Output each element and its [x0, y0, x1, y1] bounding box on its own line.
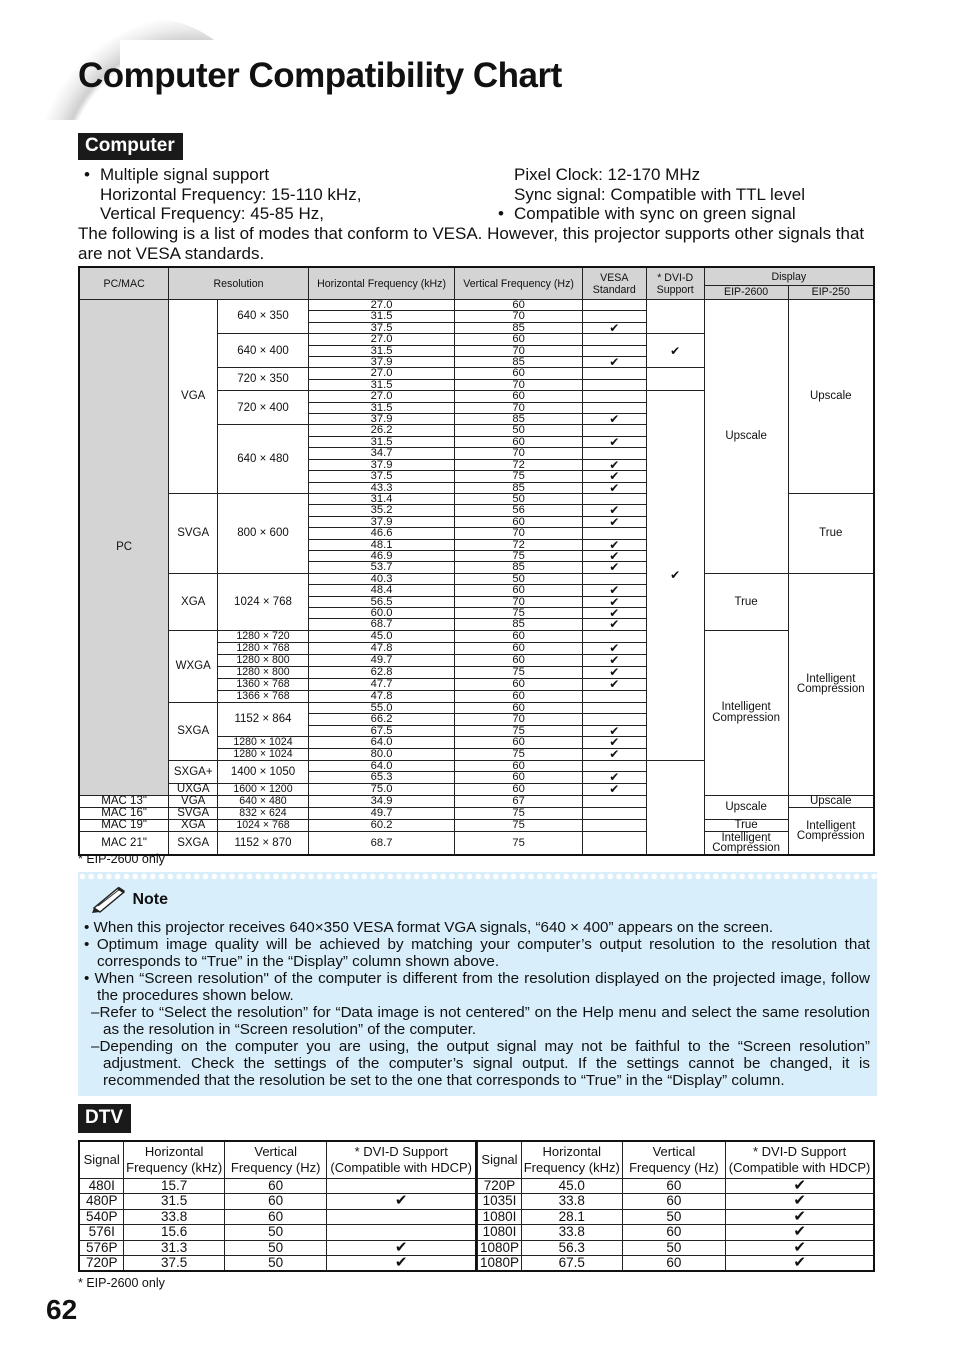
- display-eip2600-cell: Upscale: [704, 300, 788, 574]
- vfreq-cell: 85: [455, 482, 583, 493]
- vfreq-cell: 60: [455, 678, 583, 690]
- hfreq-cell: 49.7: [308, 654, 454, 666]
- signal-cell: 1035I: [478, 1194, 522, 1209]
- resolution-cell: 1400 × 1050: [218, 761, 309, 784]
- group-xga: XGA: [169, 819, 218, 831]
- hfreq-cell: 66.2: [308, 714, 454, 725]
- header-dvid: * DVI-D Support (Compatible with HDCP): [327, 1141, 476, 1179]
- vfreq-cell: 60: [455, 654, 583, 666]
- resolution-cell: 1024 × 768: [218, 573, 309, 630]
- hfreq-cell: 31.5: [124, 1194, 225, 1209]
- resolution-cell: 1360 × 768: [218, 678, 309, 690]
- dtv-footnote: * EIP-2600 only: [78, 1276, 165, 1290]
- vesa-cell: ✔: [582, 607, 646, 618]
- hfreq-cell: 49.7: [308, 807, 454, 819]
- vfreq-cell: 60: [455, 630, 583, 642]
- vfreq-cell: 60: [455, 690, 583, 702]
- vesa-cell: ✔: [582, 596, 646, 607]
- hfreq-cell: 68.7: [308, 619, 454, 630]
- table-row: [79, 1179, 476, 1194]
- display-eip2600-cell: Intelligent Compression: [704, 831, 788, 855]
- resolution-cell: 1280 × 800: [218, 666, 309, 678]
- dvid-cell: ✔: [726, 1209, 874, 1224]
- vfreq-cell: 56: [455, 505, 583, 516]
- feature-line: • Compatible with sync on green signal: [498, 204, 796, 223]
- vesa-cell: [582, 334, 646, 345]
- hfreq-cell: 48.4: [308, 585, 454, 596]
- hfreq-cell: 27.0: [308, 334, 454, 345]
- hfreq-cell: 75.0: [308, 783, 454, 795]
- note-body: [84, 919, 870, 1089]
- vesa-cell: ✔: [582, 654, 646, 666]
- dvid-cell: [327, 1225, 476, 1240]
- intro-paragraph: The following is a list of modes that conform to VESA. However, this projector supports other signals that are not VESA standards.: [78, 224, 865, 263]
- hfreq-cell: 34.7: [308, 448, 454, 459]
- resolution-cell: 640 × 400: [218, 334, 309, 368]
- resolution-cell: 1600 × 1200: [218, 783, 309, 795]
- hfreq-cell: 67.5: [521, 1256, 622, 1272]
- vesa-cell: [582, 702, 646, 713]
- vesa-cell: ✔: [582, 783, 646, 795]
- signal-cell: 1080I: [478, 1209, 522, 1224]
- signal-cell: 576P: [79, 1240, 124, 1255]
- mac-label: MAC 16": [79, 807, 169, 819]
- note-item: • When “Screen resolution" of the computer is different from the resolution displayed on the projected image, follow the procedures shown below.: [84, 970, 870, 1004]
- hfreq-cell: 56.3: [521, 1240, 622, 1255]
- hfreq-cell: 47.8: [308, 690, 454, 702]
- vesa-cell: ✔: [582, 516, 646, 527]
- vfreq-cell: 50: [455, 493, 583, 504]
- header-hfreq: Horizontal Frequency (kHz): [124, 1141, 225, 1179]
- table-row: [478, 1240, 875, 1255]
- dvid-cell: [327, 1209, 476, 1224]
- vfreq-cell: 75: [455, 819, 583, 831]
- header-dvid: * DVI-D Support: [646, 267, 704, 300]
- hfreq-cell: 45.0: [521, 1179, 622, 1194]
- hfreq-cell: 40.3: [308, 573, 454, 584]
- table-header-row: [79, 1141, 476, 1179]
- feature-line: • Multiple signal support: [84, 165, 270, 184]
- feature-line: Horizontal Frequency: 15-110 kHz,: [100, 184, 362, 204]
- vfreq-cell: 60: [455, 702, 583, 713]
- vesa-cell: [582, 831, 646, 855]
- vesa-cell: ✔: [582, 562, 646, 573]
- vfreq-cell: 60: [455, 585, 583, 596]
- hfreq-cell: 27.0: [308, 300, 454, 311]
- group-svga: SVGA: [169, 493, 218, 573]
- hfreq-cell: 60.0: [308, 607, 454, 618]
- computer-compatibility-table: [78, 266, 875, 856]
- resolution-cell: 640 × 480: [218, 425, 309, 493]
- signal-cell: 576I: [79, 1225, 124, 1240]
- display-eip2600-cell: True: [704, 573, 788, 630]
- vesa-cell: [582, 819, 646, 831]
- table-row: [79, 819, 874, 831]
- table-header-row: [478, 1141, 875, 1179]
- vesa-cell: ✔: [582, 737, 646, 749]
- resolution-cell: 640 × 350: [218, 300, 309, 334]
- hfreq-cell: 37.9: [308, 357, 454, 368]
- table-row: [478, 1209, 875, 1224]
- vfreq-cell: 75: [455, 666, 583, 678]
- vfreq-cell: 75: [455, 550, 583, 561]
- hfreq-cell: 43.3: [308, 482, 454, 493]
- dvid-cell: [646, 761, 704, 856]
- pencil-icon: [90, 886, 128, 914]
- dvid-cell: ✔: [327, 1194, 476, 1209]
- vfreq-cell: 70: [455, 311, 583, 322]
- vfreq-cell: 60: [224, 1179, 327, 1194]
- vesa-cell: [582, 690, 646, 702]
- dvid-cell: [646, 300, 704, 334]
- dvid-cell: ✔: [726, 1240, 874, 1255]
- vfreq-cell: 60: [224, 1209, 327, 1224]
- dvid-cell: ✔: [726, 1194, 874, 1209]
- vesa-cell: ✔: [582, 471, 646, 482]
- hfreq-cell: 67.5: [308, 725, 454, 736]
- note-subitem: –Depending on the computer you are using, the output signal may not be faithful to the “Screen resolution” adjustment. Check the settings of the computer’s signal output. If the settings cannot be changed, it is recommended that the resolution be set to the one that corresponds to “True” in the “Display” column.: [91, 1038, 870, 1089]
- hfreq-cell: 53.7: [308, 562, 454, 573]
- hfreq-cell: 37.9: [308, 516, 454, 527]
- vfreq-cell: 60: [622, 1179, 726, 1194]
- vfreq-cell: 85: [455, 414, 583, 425]
- table-row: [478, 1225, 875, 1240]
- header-eip2600: EIP-2600: [704, 286, 788, 300]
- display-eip2600-cell: Upscale: [704, 795, 788, 819]
- vfreq-cell: 60: [224, 1194, 327, 1209]
- mac-label: MAC 19": [79, 819, 169, 831]
- dvid-cell: ✔: [726, 1179, 874, 1194]
- resolution-cell: 1280 × 800: [218, 654, 309, 666]
- resolution-cell: 1024 × 768: [218, 819, 309, 831]
- resolution-cell: 640 × 480: [218, 795, 309, 807]
- dvid-cell: ✔: [646, 391, 704, 761]
- vfreq-cell: 60: [455, 642, 583, 654]
- table-row: [478, 1179, 875, 1194]
- hfreq-cell: 15.7: [124, 1179, 225, 1194]
- vfreq-cell: 75: [455, 725, 583, 736]
- vfreq-cell: 60: [455, 436, 583, 447]
- resolution-cell: 1280 × 720: [218, 630, 309, 642]
- note-box: [78, 872, 877, 1096]
- display-eip250-cell: Intelligent Compression: [788, 573, 874, 795]
- vesa-cell: ✔: [582, 619, 646, 630]
- hfreq-cell: 45.0: [308, 630, 454, 642]
- hfreq-cell: 64.0: [308, 761, 454, 772]
- vesa-cell: [582, 379, 646, 390]
- header-pcmac: PC/MAC: [79, 267, 169, 300]
- vfreq-cell: 60: [622, 1194, 726, 1209]
- hfreq-cell: 31.4: [308, 493, 454, 504]
- group-uxga: UXGA: [169, 783, 218, 795]
- group-sxga: SXGA: [169, 831, 218, 855]
- hfreq-cell: 34.9: [308, 795, 454, 807]
- vesa-cell: [582, 368, 646, 379]
- vfreq-cell: 50: [224, 1225, 327, 1240]
- header-resolution: Resolution: [169, 267, 309, 300]
- vfreq-cell: 75: [455, 807, 583, 819]
- vesa-cell: ✔: [582, 550, 646, 561]
- hfreq-cell: 65.3: [308, 772, 454, 783]
- vfreq-cell: 70: [455, 402, 583, 413]
- dvid-cell: ✔: [327, 1240, 476, 1255]
- vesa-cell: ✔: [582, 482, 646, 493]
- resolution-cell: 800 × 600: [218, 493, 309, 573]
- group-xga: XGA: [169, 573, 218, 630]
- display-eip250-cell: Upscale: [788, 795, 874, 807]
- header-vfreq: Vertical Frequency (Hz): [622, 1141, 726, 1179]
- dvid-cell: ✔: [327, 1256, 476, 1272]
- hfreq-cell: 68.7: [308, 831, 454, 855]
- section-tag-computer: Computer: [78, 133, 183, 160]
- resolution-cell: 1366 × 768: [218, 690, 309, 702]
- vfreq-cell: 70: [455, 345, 583, 356]
- dvid-cell: [646, 368, 704, 391]
- table-row: [79, 1194, 476, 1209]
- hfreq-cell: 28.1: [521, 1209, 622, 1224]
- table-row: [79, 300, 874, 311]
- dtv-table-right: [477, 1140, 875, 1272]
- features-left: [78, 165, 361, 224]
- vfreq-cell: 70: [455, 596, 583, 607]
- vfreq-cell: 72: [455, 539, 583, 550]
- vesa-cell: ✔: [582, 436, 646, 447]
- vfreq-cell: 67: [455, 795, 583, 807]
- signal-cell: 1080I: [478, 1225, 522, 1240]
- header-vesa: VESA Standard: [582, 267, 646, 300]
- vfreq-cell: 60: [455, 783, 583, 795]
- mac-label: MAC 21": [79, 831, 169, 855]
- vesa-cell: ✔: [582, 459, 646, 470]
- hfreq-cell: 27.0: [308, 368, 454, 379]
- group-vga: VGA: [169, 795, 218, 807]
- vfreq-cell: 60: [455, 368, 583, 379]
- hfreq-cell: 26.2: [308, 425, 454, 436]
- vfreq-cell: 60: [622, 1225, 726, 1240]
- vfreq-cell: 60: [455, 334, 583, 345]
- table-row: [478, 1256, 875, 1272]
- hfreq-cell: 80.0: [308, 749, 454, 761]
- vfreq-cell: 85: [455, 357, 583, 368]
- hfreq-cell: 46.6: [308, 528, 454, 539]
- vesa-cell: [582, 807, 646, 819]
- note-item: • When this projector receives 640×350 VESA format VGA signals, “640 × 400” appears on the screen.: [84, 919, 774, 936]
- page-number: 62: [46, 1294, 78, 1325]
- header-vfreq: Vertical Frequency (Hz): [224, 1141, 327, 1179]
- hfreq-cell: 31.5: [308, 402, 454, 413]
- page-title: Computer Compatibility Chart: [78, 56, 562, 95]
- resolution-cell: 1280 × 768: [218, 642, 309, 654]
- vesa-cell: [582, 391, 646, 402]
- table-row: [79, 831, 874, 855]
- hfreq-cell: 31.3: [124, 1240, 225, 1255]
- group-wxga: WXGA: [169, 630, 218, 702]
- vfreq-cell: 75: [455, 471, 583, 482]
- vfreq-cell: 50: [455, 425, 583, 436]
- display-eip250-cell: Intelligent Compression: [788, 807, 874, 855]
- vfreq-cell: 60: [455, 391, 583, 402]
- vfreq-cell: 50: [622, 1209, 726, 1224]
- group-sxgaplus: SXGA+: [169, 761, 218, 784]
- header-display: Display: [704, 267, 874, 286]
- hfreq-cell: 47.8: [308, 642, 454, 654]
- vfreq-cell: 60: [622, 1256, 726, 1272]
- vesa-cell: ✔: [582, 585, 646, 596]
- table-row: [79, 573, 874, 584]
- vfreq-cell: 85: [455, 562, 583, 573]
- note-heading: Note: [90, 886, 168, 914]
- header-eip250: EIP-250: [788, 286, 874, 300]
- computer-footnote: * EIP-2600 only: [78, 852, 165, 866]
- hfreq-cell: 60.2: [308, 819, 454, 831]
- table-header-row: [79, 267, 874, 286]
- vfreq-cell: 60: [455, 516, 583, 527]
- vfreq-cell: 50: [455, 573, 583, 584]
- hfreq-cell: 31.5: [308, 379, 454, 390]
- vfreq-cell: 60: [455, 300, 583, 311]
- table-row: [79, 1256, 476, 1272]
- group-vga: VGA: [169, 300, 218, 494]
- hfreq-cell: 37.5: [124, 1256, 225, 1272]
- signal-cell: 1080P: [478, 1256, 522, 1272]
- vfreq-cell: 72: [455, 459, 583, 470]
- vfreq-cell: 70: [455, 528, 583, 539]
- hfreq-cell: 46.9: [308, 550, 454, 561]
- group-pc: PC: [79, 300, 169, 796]
- vesa-cell: ✔: [582, 725, 646, 736]
- header-hfreq: Horizontal Frequency (kHz): [521, 1141, 622, 1179]
- vfreq-cell: 50: [224, 1256, 327, 1272]
- resolution-cell: 1280 × 1024: [218, 737, 309, 749]
- feature-line: Vertical Frequency: 45-85 Hz,: [100, 204, 324, 223]
- vesa-cell: ✔: [582, 505, 646, 516]
- dotted-border: [78, 872, 877, 881]
- vfreq-cell: 50: [622, 1240, 726, 1255]
- vesa-cell: ✔: [582, 678, 646, 690]
- resolution-cell: 832 × 624: [218, 807, 309, 819]
- vesa-cell: ✔: [582, 666, 646, 678]
- hfreq-cell: 33.8: [124, 1209, 225, 1224]
- vfreq-cell: 60: [455, 737, 583, 749]
- resolution-cell: 1152 × 864: [218, 702, 309, 736]
- hfreq-cell: 62.8: [308, 666, 454, 678]
- hfreq-cell: 37.5: [308, 471, 454, 482]
- signal-cell: 720P: [478, 1179, 522, 1194]
- hfreq-cell: 33.8: [521, 1194, 622, 1209]
- display-eip250-cell: Upscale: [788, 300, 874, 494]
- hfreq-cell: 33.8: [521, 1225, 622, 1240]
- vfreq-cell: 75: [455, 831, 583, 855]
- group-sxga: SXGA: [169, 702, 218, 760]
- signal-cell: 1080P: [478, 1240, 522, 1255]
- hfreq-cell: 31.5: [308, 436, 454, 447]
- resolution-cell: 1152 × 870: [218, 831, 309, 855]
- header-signal: Signal: [79, 1141, 124, 1179]
- table-row: [79, 630, 874, 642]
- hfreq-cell: 37.5: [308, 322, 454, 333]
- note-item: • Optimum image quality will be achieved by matching your computer’s output resolution to the resolution that corresponds to “True” in the “Display” column shown above.: [84, 936, 870, 970]
- dvid-cell: ✔: [646, 334, 704, 368]
- hfreq-cell: 47.7: [308, 678, 454, 690]
- vesa-cell: ✔: [582, 539, 646, 550]
- feature-line: Pixel Clock: 12-170 MHz: [514, 165, 701, 184]
- resolution-cell: 1280 × 1024: [218, 749, 309, 761]
- dvid-cell: ✔: [726, 1256, 874, 1272]
- hfreq-cell: 64.0: [308, 737, 454, 749]
- hfreq-cell: 55.0: [308, 702, 454, 713]
- table-row: [79, 1209, 476, 1224]
- display-eip250-cell: True: [788, 493, 874, 573]
- hfreq-cell: 37.9: [308, 459, 454, 470]
- header-signal: Signal: [478, 1141, 522, 1179]
- hfreq-cell: 31.5: [308, 311, 454, 322]
- vesa-cell: ✔: [582, 749, 646, 761]
- vfreq-cell: 85: [455, 322, 583, 333]
- vfreq-cell: 70: [455, 448, 583, 459]
- vfreq-cell: 75: [455, 749, 583, 761]
- feature-line: Sync signal: Compatible with TTL level: [514, 184, 806, 204]
- hfreq-cell: 31.5: [308, 345, 454, 356]
- header-dvid: * DVI-D Support (Compatible with HDCP): [726, 1141, 874, 1179]
- hfreq-cell: 37.9: [308, 414, 454, 425]
- hfreq-cell: 15.6: [124, 1225, 225, 1240]
- vfreq-cell: 70: [455, 379, 583, 390]
- dvid-cell: ✔: [726, 1225, 874, 1240]
- vfreq-cell: 60: [455, 772, 583, 783]
- vfreq-cell: 85: [455, 619, 583, 630]
- signal-cell: 540P: [79, 1209, 124, 1224]
- hfreq-cell: 56.5: [308, 596, 454, 607]
- vesa-cell: ✔: [582, 357, 646, 368]
- table-row: [79, 1225, 476, 1240]
- signal-cell: 480P: [79, 1194, 124, 1209]
- table-row: [79, 795, 874, 807]
- table-row: [79, 1240, 476, 1255]
- note-subitem: –Refer to “Select the resolution” for “Data image is not centered” on the Help menu and select the same resolution as the resolution in “Screen resolution” of the computer.: [91, 1004, 870, 1038]
- display-eip2600-cell: True: [704, 819, 788, 831]
- group-svga: SVGA: [169, 807, 218, 819]
- hfreq-cell: 35.2: [308, 505, 454, 516]
- vesa-cell: ✔: [582, 772, 646, 783]
- resolution-cell: 720 × 400: [218, 391, 309, 425]
- vfreq-cell: 75: [455, 607, 583, 618]
- vfreq-cell: 70: [455, 714, 583, 725]
- dtv-table-left: [78, 1140, 477, 1272]
- resolution-cell: 720 × 350: [218, 368, 309, 391]
- signal-cell: 480I: [79, 1179, 124, 1194]
- vfreq-cell: 50: [224, 1240, 327, 1255]
- section-tag-dtv: DTV: [78, 1104, 131, 1133]
- vesa-cell: ✔: [582, 322, 646, 333]
- vesa-cell: [582, 300, 646, 311]
- header-hfreq: Horizontal Frequency (kHz): [308, 267, 454, 300]
- mac-label: MAC 13": [79, 795, 169, 807]
- table-row: [478, 1194, 875, 1209]
- hfreq-cell: 27.0: [308, 391, 454, 402]
- vesa-cell: ✔: [582, 642, 646, 654]
- features-right: [492, 165, 805, 224]
- vesa-cell: [582, 795, 646, 807]
- display-eip2600-cell: Intelligent Compression: [704, 630, 788, 795]
- hfreq-cell: 48.1: [308, 539, 454, 550]
- vesa-cell: ✔: [582, 414, 646, 425]
- signal-cell: 720P: [79, 1256, 124, 1272]
- header-vfreq: Vertical Frequency (Hz): [455, 267, 583, 300]
- vfreq-cell: 60: [455, 761, 583, 772]
